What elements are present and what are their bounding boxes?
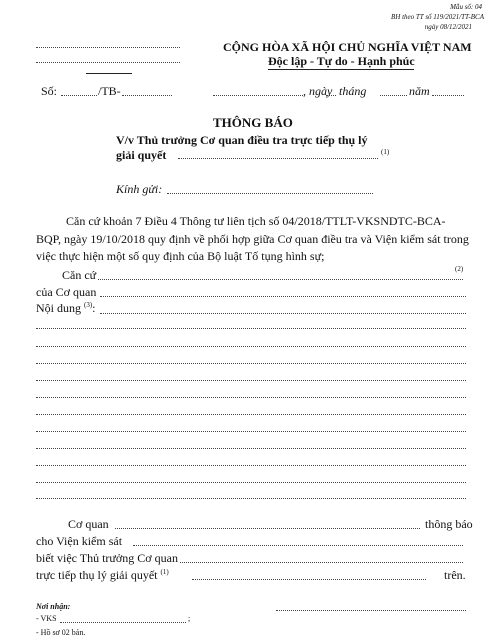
truc-tiep-label [36, 568, 169, 583]
co-quan-label: Cơ quan [68, 517, 109, 531]
form-number: Mẫu số: 04 [450, 3, 482, 11]
subject-note-1: (1) [381, 148, 390, 156]
content-line [36, 414, 466, 415]
recipient-vks-end: ; [188, 614, 191, 623]
content-line [36, 346, 466, 347]
subject-dots [178, 158, 378, 159]
noi-nhan-label: Nơi nhận: [36, 602, 71, 611]
ngay-label: , ngày [303, 84, 333, 98]
noi-dung-label [36, 301, 96, 316]
para1-line3: việc thực hiện một số quy định của Bộ luật Tố tụng hình sự; [36, 249, 325, 263]
kinh-gui-label: Kính gửi: [116, 182, 163, 196]
can-cu-note-2: (2) [455, 265, 464, 273]
kinh-gui-dots [167, 193, 373, 194]
tb-dots [122, 95, 172, 96]
recipient-vks-dots [60, 622, 186, 623]
signature-title-dots [276, 610, 466, 611]
so-dots [61, 95, 97, 96]
tb-suffix: /TB- [98, 84, 121, 98]
content-line [36, 465, 466, 466]
truc-tiep-note-1: (1) [160, 568, 169, 576]
agency-underline [86, 73, 132, 74]
content-line [36, 328, 466, 329]
recipient-ho-so: - Hồ sơ 02 bản. [36, 628, 86, 637]
document-title: THÔNG BÁO [213, 115, 293, 130]
content-line [36, 397, 466, 398]
nation-title: CỘNG HÒA XÃ HỘI CHỦ NGHĨA VIỆT NAM [223, 40, 472, 54]
motto: Độc lập - Tự do - Hạnh phúc [268, 54, 415, 68]
cho-vks-label: cho Viện kiểm sát [36, 534, 123, 548]
biet-viec-label: biết việc Thủ trưởng Cơ quan [36, 551, 178, 565]
nam-dots [432, 95, 464, 96]
content-line [36, 380, 466, 381]
ngay-dots [326, 95, 336, 96]
agency-superior-line [36, 47, 180, 48]
content-line [36, 431, 466, 432]
noi-dung-dots [100, 313, 466, 314]
form-date: ngày 08/12/2021 [424, 23, 472, 31]
recipient-vks: - VKS [36, 614, 57, 623]
thang-label: tháng [339, 84, 367, 98]
cua-co-quan-dots [100, 296, 466, 297]
form-issued-by: BH theo TT số 119/2021/TT-BCA [391, 13, 484, 21]
tren-label: trên. [444, 568, 466, 582]
agency-name-line [36, 62, 180, 63]
para1-line1: Căn cứ khoản 7 Điều 4 Thông tư liên tịch số 04/2018/TTLT-VKSNDTC-BCA- [66, 214, 446, 228]
place-dots [213, 95, 303, 96]
noi-dung-colon: : [92, 301, 96, 315]
can-cu-dots [98, 279, 463, 280]
subject-line-2: giải quyết [116, 148, 167, 162]
noi-dung-text: Nội dung [36, 301, 81, 315]
cho-vks-dots [133, 545, 463, 546]
co-quan-dots [115, 528, 420, 529]
para1-line2: BQP, ngày 19/10/2018 quy định về phối hợp giữa Cơ quan điều tra và Viện kiểm sát trong [36, 232, 469, 246]
content-line [36, 498, 466, 499]
content-line [36, 448, 466, 449]
cua-co-quan-label: của Cơ quan [36, 285, 97, 299]
so-label: Số: [41, 84, 58, 98]
motto-underline [268, 69, 414, 70]
content-line [36, 482, 466, 483]
truc-tiep-text: trực tiếp thụ lý giải quyết [36, 568, 158, 582]
subject-line-1: V/v Thủ trưởng Cơ quan điều tra trực tiếp thụ lý [116, 133, 368, 147]
can-cu-label: Căn cứ [62, 268, 97, 282]
biet-viec-dots [180, 562, 463, 563]
thang-dots [380, 95, 407, 96]
nam-label: năm [409, 84, 430, 98]
content-line [36, 363, 466, 364]
noi-dung-note-3: (3) [84, 301, 93, 309]
truc-tiep-dots [192, 579, 426, 580]
thong-bao-label: thông báo [425, 517, 473, 531]
